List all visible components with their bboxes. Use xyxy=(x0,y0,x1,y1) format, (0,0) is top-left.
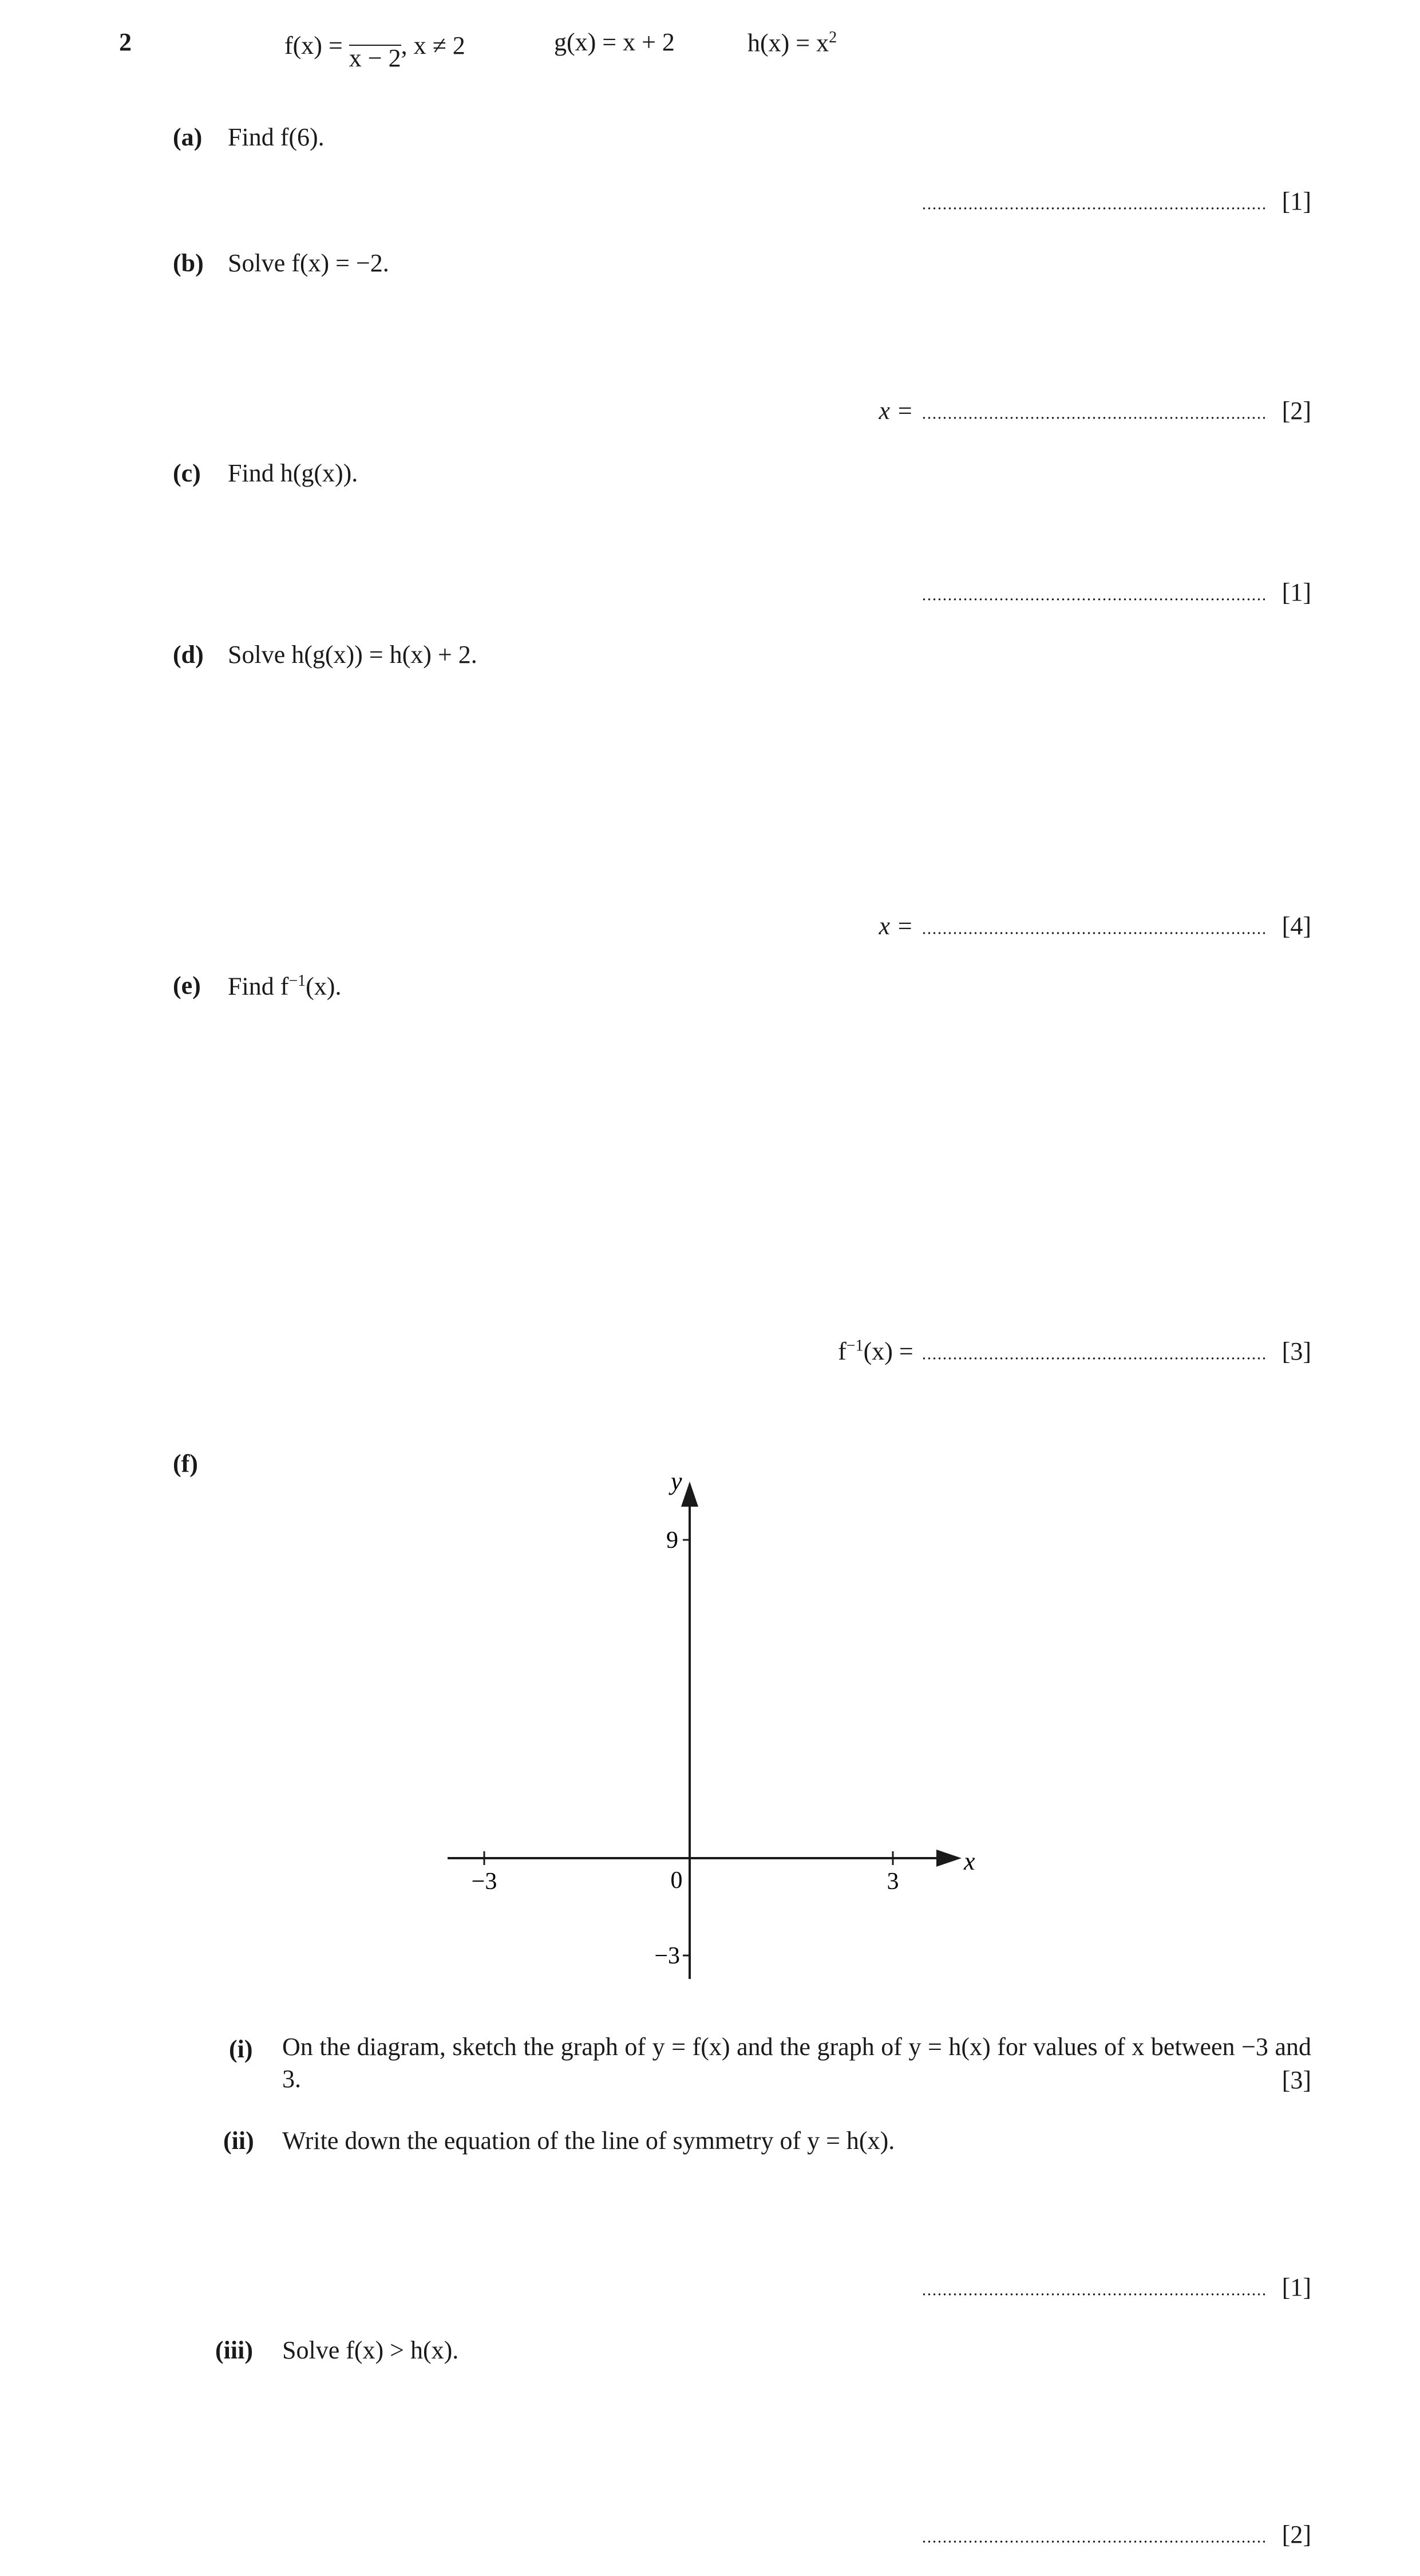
part-b-mark: [2] xyxy=(1281,397,1311,425)
part-e-prefix-base: f xyxy=(838,1337,847,1365)
part-b-label: (b) xyxy=(173,249,204,277)
part-c-answer-line[interactable] xyxy=(921,580,1311,605)
part-c-mark: [1] xyxy=(1281,578,1311,606)
f-fraction-numerator xyxy=(349,25,401,46)
answer-dotted-line[interactable] xyxy=(921,2293,1265,2296)
y-tick-label-9: 9 xyxy=(666,1527,678,1554)
part-fiii-answer-line[interactable] xyxy=(921,2522,1311,2547)
part-fiii-label: (iii) xyxy=(215,2336,253,2364)
answer-dotted-line[interactable] xyxy=(921,1357,1265,1360)
part-fiii-mark: [2] xyxy=(1281,2520,1311,2549)
x-tick-label-3: 3 xyxy=(887,1868,899,1895)
part-f-label: (f) xyxy=(173,1449,198,1477)
g-definition: g(x) = x + 2 xyxy=(554,28,675,56)
part-fii-answer-line[interactable] xyxy=(921,2275,1311,2300)
part-d-answer-line[interactable] xyxy=(879,914,1311,939)
answer-dotted-line[interactable] xyxy=(921,417,1265,419)
y-axis-arrow xyxy=(681,1481,698,1507)
f-definition-lhs: f(x) = xyxy=(284,31,343,60)
h-definition xyxy=(747,30,837,56)
part-d-answer-prefix: x = xyxy=(879,912,913,940)
part-e-mark: [3] xyxy=(1281,1337,1311,1365)
part-c-question: Find h(g(x)). xyxy=(228,459,358,487)
part-e-text: Find f xyxy=(228,972,289,1001)
y-tick-label-neg3: −3 xyxy=(654,1943,680,1969)
part-e-inverse-sup: −1 xyxy=(288,972,306,990)
part-e-prefix-sup: −1 xyxy=(846,1337,864,1354)
part-fi-label: (i) xyxy=(229,2035,253,2063)
part-fiii-question: Solve f(x) > h(x). xyxy=(282,2336,459,2364)
f-definition xyxy=(284,25,465,71)
part-d-mark: [4] xyxy=(1281,912,1311,940)
x-tick-label-neg3: −3 xyxy=(471,1868,497,1895)
part-d-question: Solve h(g(x)) = h(x) + 2. xyxy=(228,641,477,669)
part-fii-label: (ii) xyxy=(223,2127,254,2155)
question-number: 2 xyxy=(119,28,132,56)
h-definition-exponent: 2 xyxy=(829,29,837,46)
part-d-label: (d) xyxy=(173,641,204,669)
part-fii-mark: [1] xyxy=(1281,2273,1311,2301)
origin-label: 0 xyxy=(670,1867,683,1894)
part-b-answer-prefix: x = xyxy=(879,397,913,425)
part-e-label: (e) xyxy=(173,971,201,999)
f-fraction-denominator: x − 2 xyxy=(349,44,401,72)
h-definition-base: h(x) = x xyxy=(747,29,829,57)
part-b-question: Solve f(x) = −2. xyxy=(228,249,389,277)
answer-dotted-line[interactable] xyxy=(921,932,1265,934)
answer-dotted-line[interactable] xyxy=(921,598,1265,600)
part-c-label: (c) xyxy=(173,459,201,487)
part-fi-question: On the diagram, sketch the graph of y = f(x) and the graph of y = h(x) for values of x between −3 and 3. xyxy=(282,2033,1311,2093)
answer-dotted-line[interactable] xyxy=(921,2541,1265,2543)
y-axis-label: y xyxy=(671,1467,682,1495)
x-axis-label: x xyxy=(964,1847,975,1875)
x-axis-arrow xyxy=(936,1850,962,1867)
part-a-question: Find f(6). xyxy=(228,123,325,151)
part-e-answer-prefix xyxy=(838,1337,913,1365)
axes-diagram[interactable] xyxy=(424,1465,984,2015)
part-a-label: (a) xyxy=(173,123,203,151)
part-e-answer-line[interactable] xyxy=(838,1338,1311,1364)
answer-dotted-line[interactable] xyxy=(921,207,1265,210)
part-a-mark: [1] xyxy=(1281,187,1311,215)
part-e-prefix-post: (x) = xyxy=(863,1337,913,1365)
part-e-text-post: (x). xyxy=(306,972,342,1001)
part-fi-mark: [3] xyxy=(1281,2066,1311,2094)
part-fii-question: Write down the equation of the line of symmetry of y = h(x). xyxy=(282,2127,895,2155)
f-fraction xyxy=(349,25,401,71)
part-e-question xyxy=(228,973,341,999)
f-definition-condition: , x ≠ 2 xyxy=(401,31,465,60)
part-a-answer-line[interactable] xyxy=(921,189,1311,214)
part-b-answer-line[interactable] xyxy=(879,398,1311,424)
